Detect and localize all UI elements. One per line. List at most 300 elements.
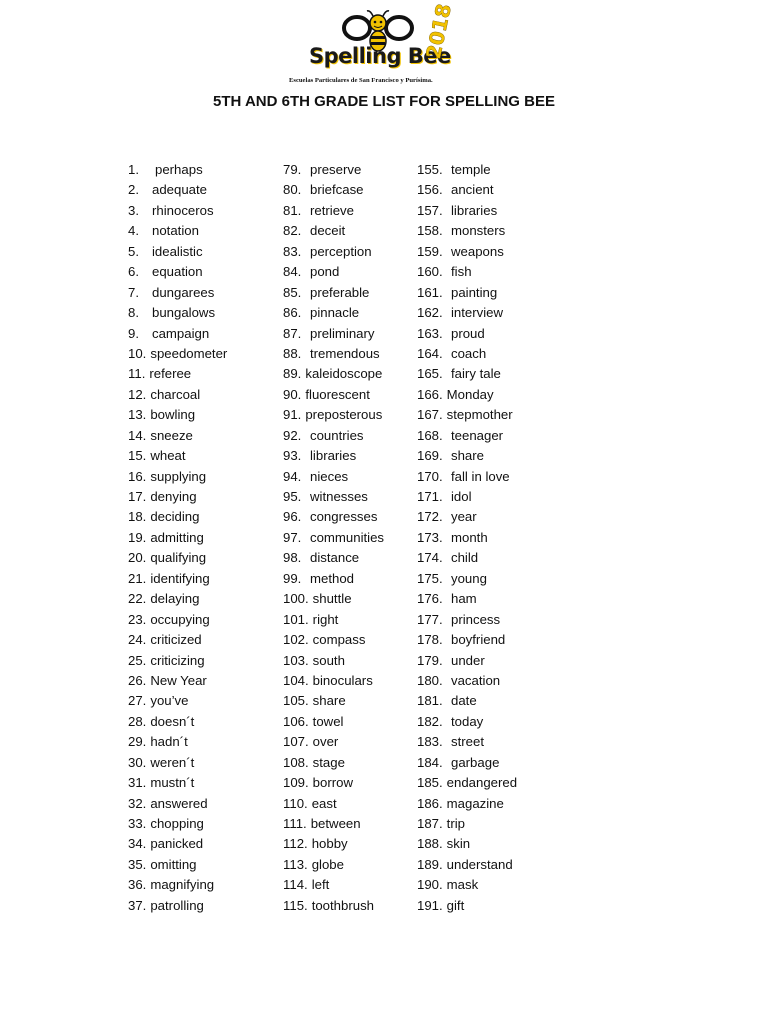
item-word: preferable xyxy=(310,284,370,300)
item-number: 5. xyxy=(128,243,139,259)
item-number: 1. xyxy=(128,162,139,177)
list-item xyxy=(283,262,384,282)
item-number: 106. xyxy=(283,713,309,729)
item-word: painting xyxy=(451,284,498,300)
item-word: admitting xyxy=(150,529,204,545)
list-item xyxy=(417,324,517,344)
list-item xyxy=(417,364,517,384)
item-number: 172. xyxy=(417,509,443,525)
list-item xyxy=(128,651,227,671)
list-item xyxy=(283,221,384,241)
item-number: 96. xyxy=(283,509,302,525)
list-item xyxy=(283,610,384,630)
item-number: 21. xyxy=(128,570,147,586)
item-word: rhinoceros xyxy=(152,202,214,218)
item-number: 88. xyxy=(283,345,302,361)
item-word: date xyxy=(451,693,477,709)
list-item xyxy=(283,569,384,589)
item-number: 112. xyxy=(283,836,308,852)
item-number: 87. xyxy=(283,325,302,341)
list-item xyxy=(128,446,227,466)
item-word: hadn´t xyxy=(150,734,188,750)
item-word: identifying xyxy=(150,570,210,586)
item-number: 90. xyxy=(283,386,302,402)
list-item xyxy=(417,794,517,814)
item-number: 189. xyxy=(417,856,443,872)
list-item xyxy=(128,364,227,384)
list-item xyxy=(128,467,227,487)
item-number: 182. xyxy=(417,713,443,729)
list-item xyxy=(417,242,517,262)
logo-subtitle: Escuelas Particulares de San Francisco y Purísima. xyxy=(289,77,433,84)
item-word: boyfriend xyxy=(451,632,506,648)
item-word: fluorescent xyxy=(305,386,370,402)
item-number: 11. xyxy=(128,366,146,382)
logo-wordmark: Spelling Bee xyxy=(309,44,451,68)
item-word: between xyxy=(310,816,361,831)
list-item xyxy=(128,753,227,773)
item-word: denying xyxy=(150,489,197,504)
list-item xyxy=(283,303,384,323)
item-word: princess xyxy=(451,611,501,627)
item-word: doesn´t xyxy=(150,713,195,729)
item-number: 103. xyxy=(283,652,309,668)
list-item xyxy=(417,283,517,303)
item-word: weren´t xyxy=(150,754,195,770)
item-word: communities xyxy=(310,529,385,545)
list-item xyxy=(283,487,384,507)
item-number: 104. xyxy=(283,672,309,688)
item-number: 13. xyxy=(128,407,147,423)
item-number: 107. xyxy=(283,734,309,750)
item-number: 2. xyxy=(128,182,139,198)
item-number: 167. xyxy=(417,407,443,423)
list-item xyxy=(128,732,227,752)
item-number: 79. xyxy=(283,162,302,177)
list-item xyxy=(128,242,227,262)
item-number: 95. xyxy=(283,489,302,504)
item-number: 166. xyxy=(417,386,443,402)
item-number: 155. xyxy=(417,162,443,177)
item-word: vacation xyxy=(451,672,501,688)
item-number: 4. xyxy=(128,223,139,239)
list-item xyxy=(283,528,384,548)
list-item xyxy=(283,548,384,568)
item-word: kaleidoscope xyxy=(305,366,383,382)
item-word: globe xyxy=(311,856,344,872)
item-word: toothbrush xyxy=(311,897,375,913)
item-number: 164. xyxy=(417,345,443,361)
list-item xyxy=(128,426,227,446)
item-number: 10. xyxy=(128,345,147,361)
item-word: occupying xyxy=(150,611,210,627)
item-number: 115. xyxy=(283,897,308,913)
list-item xyxy=(128,160,227,180)
item-word: ancient xyxy=(451,182,494,198)
item-number: 18. xyxy=(128,509,147,525)
item-word: preserve xyxy=(310,162,362,177)
item-word: pinnacle xyxy=(310,305,360,321)
list-item xyxy=(283,364,384,384)
item-number: 15. xyxy=(128,448,147,464)
list-item xyxy=(128,875,227,895)
list-item xyxy=(417,446,517,466)
item-word: stepmother xyxy=(446,407,513,423)
list-item xyxy=(417,814,517,834)
item-number: 165. xyxy=(417,366,443,382)
item-word: magazine xyxy=(446,795,504,811)
item-number: 19. xyxy=(128,529,147,545)
item-word: qualifying xyxy=(150,550,207,566)
item-number: 32. xyxy=(128,795,147,811)
item-word: panicked xyxy=(150,836,204,852)
item-number: 85. xyxy=(283,284,302,300)
list-item xyxy=(283,324,384,344)
item-word: retrieve xyxy=(310,202,354,218)
list-item xyxy=(283,242,384,262)
item-number: 93. xyxy=(283,448,302,464)
item-number: 191. xyxy=(417,897,443,913)
list-item xyxy=(283,855,384,875)
item-word: skin xyxy=(446,836,471,852)
item-word: briefcase xyxy=(310,182,364,198)
item-word: sneeze xyxy=(150,427,193,443)
item-word: New Year xyxy=(150,672,207,688)
item-number: 101. xyxy=(283,611,309,627)
list-item xyxy=(283,773,384,793)
item-word: notation xyxy=(152,223,199,239)
item-number: 89. xyxy=(283,366,302,382)
item-word: share xyxy=(312,693,346,709)
item-word: mask xyxy=(446,877,479,893)
item-word: hobby xyxy=(311,836,348,852)
list-item xyxy=(283,794,384,814)
list-item xyxy=(417,569,517,589)
list-item xyxy=(283,753,384,773)
item-word: weapons xyxy=(451,243,504,259)
item-word: method xyxy=(310,570,354,586)
item-word: bowling xyxy=(150,407,196,423)
item-word: fish xyxy=(451,264,472,280)
list-item xyxy=(417,773,517,793)
item-word: omitting xyxy=(150,856,197,872)
list-item xyxy=(128,344,227,364)
list-item xyxy=(417,589,517,609)
item-word: idol xyxy=(451,489,472,504)
item-word: campaign xyxy=(152,325,210,341)
list-item xyxy=(128,834,227,854)
word-column-3 xyxy=(417,160,517,916)
item-word: garbage xyxy=(451,754,500,770)
item-word: Monday xyxy=(446,386,494,402)
item-number: 109. xyxy=(283,775,309,791)
item-word: coach xyxy=(451,345,487,361)
item-word: fall in love xyxy=(451,468,510,484)
list-item xyxy=(283,160,384,180)
item-word: gift xyxy=(446,897,465,913)
list-item xyxy=(283,896,384,916)
item-number: 20. xyxy=(128,550,147,566)
item-word: child xyxy=(451,550,479,566)
list-item xyxy=(417,651,517,671)
item-word: dungarees xyxy=(152,284,215,300)
list-item xyxy=(128,324,227,344)
item-word: binoculars xyxy=(312,672,373,688)
list-item xyxy=(283,671,384,691)
list-item xyxy=(417,834,517,854)
item-number: 157. xyxy=(417,202,443,218)
item-word: share xyxy=(451,448,484,464)
item-word: countries xyxy=(310,427,364,443)
list-item xyxy=(128,814,227,834)
list-item xyxy=(128,548,227,568)
list-item xyxy=(283,834,384,854)
list-item xyxy=(417,262,517,282)
list-item xyxy=(283,691,384,711)
item-number: 187. xyxy=(417,816,443,831)
item-word: trip xyxy=(446,816,465,831)
word-column-2 xyxy=(283,160,384,916)
item-word: deceit xyxy=(310,223,346,239)
list-item xyxy=(417,691,517,711)
item-word: tremendous xyxy=(310,345,380,361)
item-number: 28. xyxy=(128,713,147,729)
item-number: 163. xyxy=(417,325,443,341)
item-word: street xyxy=(451,734,484,750)
item-number: 27. xyxy=(128,693,147,709)
item-number: 99. xyxy=(283,570,302,586)
list-item xyxy=(417,426,517,446)
item-number: 183. xyxy=(417,734,443,750)
item-number: 22. xyxy=(128,591,147,607)
item-number: 17. xyxy=(128,489,147,504)
item-number: 168. xyxy=(417,427,443,443)
list-item xyxy=(128,180,227,200)
item-number: 178. xyxy=(417,632,443,648)
item-number: 170. xyxy=(417,468,443,484)
item-number: 110. xyxy=(283,795,308,811)
item-number: 8. xyxy=(128,305,139,321)
list-item xyxy=(128,691,227,711)
list-item xyxy=(283,180,384,200)
list-item xyxy=(128,405,227,425)
item-word: speedometer xyxy=(150,345,228,361)
list-item xyxy=(417,732,517,752)
item-number: 174. xyxy=(417,550,443,566)
item-word: year xyxy=(451,509,477,525)
list-item xyxy=(417,875,517,895)
list-item xyxy=(417,753,517,773)
item-number: 94. xyxy=(283,468,302,484)
item-word: proud xyxy=(451,325,485,341)
list-item xyxy=(128,201,227,221)
item-number: 158. xyxy=(417,223,443,239)
item-number: 80. xyxy=(283,182,302,198)
item-word: pond xyxy=(310,264,340,280)
item-number: 105. xyxy=(283,693,309,709)
item-word: under xyxy=(451,652,485,668)
list-item xyxy=(417,201,517,221)
item-number: 91. xyxy=(283,407,302,423)
list-item xyxy=(417,855,517,875)
item-number: 173. xyxy=(417,529,443,545)
item-word: adequate xyxy=(152,182,208,198)
item-number: 92. xyxy=(283,427,302,443)
list-item xyxy=(417,610,517,630)
item-number: 36. xyxy=(128,877,147,893)
item-number: 35. xyxy=(128,856,147,872)
item-number: 181. xyxy=(417,693,443,709)
item-number: 83. xyxy=(283,243,302,259)
item-number: 9. xyxy=(128,325,139,341)
item-number: 184. xyxy=(417,754,443,770)
item-word: left xyxy=(311,877,330,893)
list-item xyxy=(128,589,227,609)
item-word: patrolling xyxy=(150,897,204,913)
item-word: referee xyxy=(149,366,192,382)
list-item xyxy=(417,896,517,916)
list-item xyxy=(128,283,227,303)
list-item xyxy=(283,426,384,446)
item-number: 156. xyxy=(417,182,443,198)
item-word: towel xyxy=(312,713,344,729)
item-word: charcoal xyxy=(150,386,201,402)
item-number: 180. xyxy=(417,672,443,688)
spelling-bee-logo xyxy=(287,1,467,90)
list-item xyxy=(417,671,517,691)
item-word: magnifying xyxy=(150,877,215,893)
item-number: 30. xyxy=(128,754,147,770)
item-number: 113. xyxy=(283,856,308,872)
list-item xyxy=(128,569,227,589)
list-item xyxy=(128,303,227,323)
item-number: 175. xyxy=(417,570,443,586)
list-item xyxy=(283,875,384,895)
item-number: 171. xyxy=(417,489,443,504)
item-word: wheat xyxy=(150,448,186,464)
item-number: 16. xyxy=(128,468,147,484)
item-number: 24. xyxy=(128,632,147,648)
item-word: nieces xyxy=(310,468,349,484)
item-word: perception xyxy=(310,243,372,259)
list-item xyxy=(283,507,384,527)
list-item xyxy=(283,405,384,425)
page-title: 5TH AND 6TH GRADE LIST FOR SPELLING BEE xyxy=(213,93,555,110)
item-number: 37. xyxy=(128,897,147,913)
list-item xyxy=(128,671,227,691)
item-word: over xyxy=(312,734,339,750)
item-number: 26. xyxy=(128,672,147,688)
list-item xyxy=(417,344,517,364)
list-item xyxy=(128,630,227,650)
item-word: witnesses xyxy=(310,489,368,504)
item-number: 160. xyxy=(417,264,443,280)
item-word: deciding xyxy=(150,509,200,525)
list-item xyxy=(417,405,517,425)
list-item xyxy=(128,507,227,527)
item-word: temple xyxy=(451,162,491,177)
word-column-1 xyxy=(128,160,227,916)
item-number: 14. xyxy=(128,427,147,443)
item-word: congresses xyxy=(310,509,378,525)
item-word: preliminary xyxy=(310,325,375,341)
item-word: supplying xyxy=(150,468,207,484)
item-word: bungalows xyxy=(152,305,216,321)
item-number: 81. xyxy=(283,202,302,218)
list-item xyxy=(417,507,517,527)
item-number: 29. xyxy=(128,734,147,750)
list-item xyxy=(417,303,517,323)
list-item xyxy=(283,201,384,221)
item-word: equation xyxy=(152,264,203,280)
item-number: 84. xyxy=(283,264,302,280)
list-item xyxy=(128,610,227,630)
item-word: today xyxy=(451,713,484,729)
list-item xyxy=(283,446,384,466)
list-item xyxy=(283,467,384,487)
item-word: ham xyxy=(451,591,477,607)
item-word: mustn´t xyxy=(150,775,195,791)
list-item xyxy=(283,651,384,671)
list-item xyxy=(128,385,227,405)
list-item xyxy=(417,712,517,732)
list-item xyxy=(128,896,227,916)
item-word: preposterous xyxy=(305,407,383,423)
item-number: 102. xyxy=(283,632,309,648)
list-item xyxy=(417,630,517,650)
item-word: you’ve xyxy=(150,693,189,709)
item-number: 34. xyxy=(128,836,147,852)
list-item xyxy=(128,528,227,548)
item-number: 186. xyxy=(417,795,443,811)
list-item xyxy=(283,589,384,609)
item-word: young xyxy=(451,570,487,586)
list-item xyxy=(128,487,227,507)
item-number: 25. xyxy=(128,652,147,668)
item-word: teenager xyxy=(451,427,504,443)
list-item xyxy=(128,712,227,732)
list-item xyxy=(283,344,384,364)
item-word: shuttle xyxy=(312,591,352,607)
item-number: 7. xyxy=(128,284,139,300)
item-number: 33. xyxy=(128,816,147,831)
item-word: distance xyxy=(310,550,360,566)
item-number: 31. xyxy=(128,775,147,791)
list-item xyxy=(128,855,227,875)
list-item xyxy=(283,712,384,732)
item-word: compass xyxy=(312,632,366,648)
list-item xyxy=(417,487,517,507)
list-item xyxy=(128,221,227,241)
item-number: 179. xyxy=(417,652,443,668)
item-word: fairy tale xyxy=(451,366,501,382)
item-number: 97. xyxy=(283,529,302,545)
item-word: libraries xyxy=(310,448,357,464)
item-word: understand xyxy=(446,856,513,872)
item-word: month xyxy=(451,529,488,545)
item-number: 188. xyxy=(417,836,443,852)
list-item xyxy=(283,732,384,752)
item-number: 12. xyxy=(128,386,147,402)
list-item xyxy=(283,385,384,405)
list-item xyxy=(283,814,384,834)
item-word: delaying xyxy=(150,591,200,607)
item-number: 114. xyxy=(283,877,308,893)
item-word: monsters xyxy=(451,223,506,239)
item-word: endangered xyxy=(446,775,518,791)
item-word: interview xyxy=(451,305,504,321)
item-word: south xyxy=(312,652,345,668)
